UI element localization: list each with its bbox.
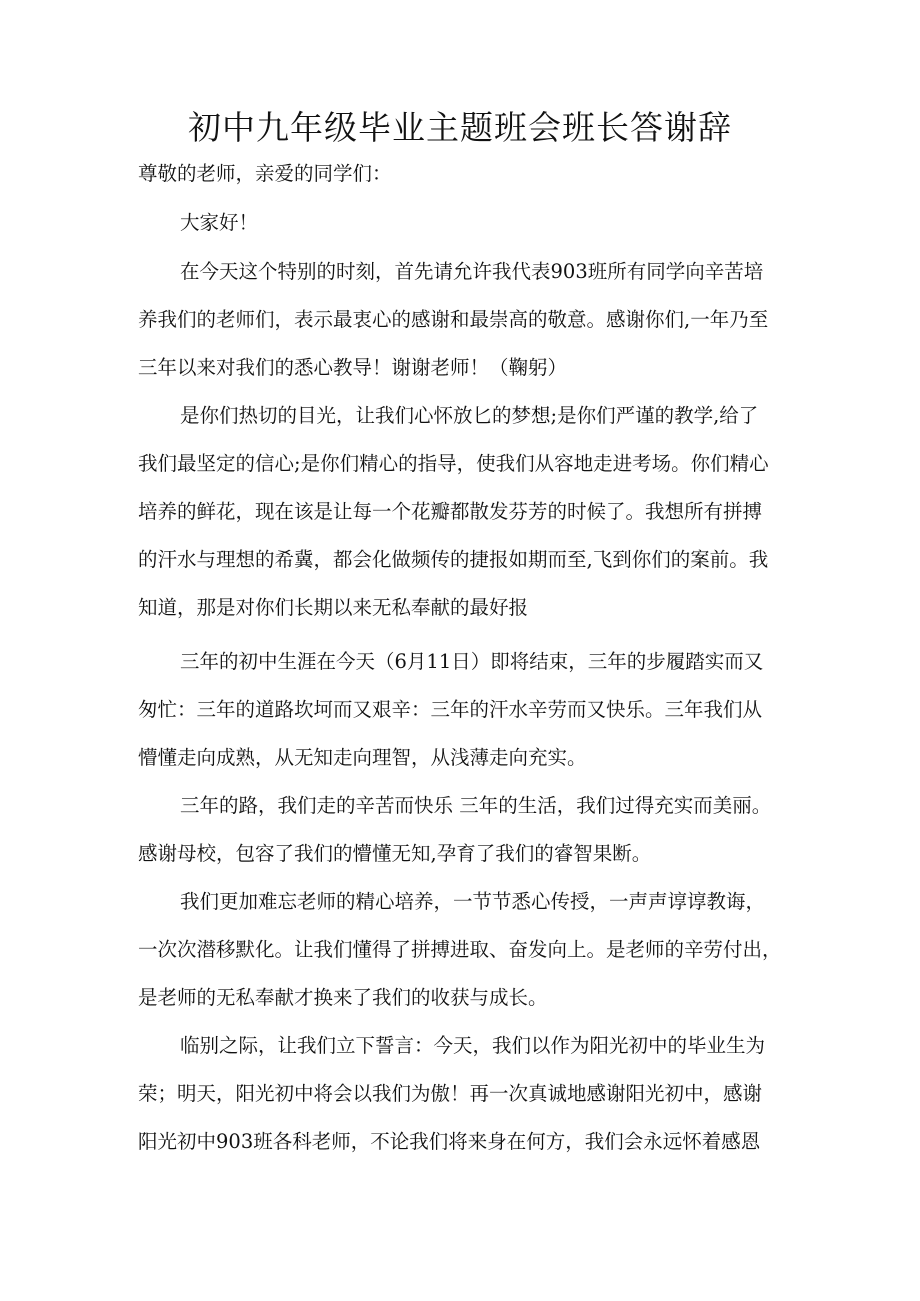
paragraph-4-line-2: 感谢母校，包容了我们的懵懂无知,孕育了我们的睿智果断。 — [138, 842, 652, 865]
paragraph-6-line-2: 荣；明天，阳光初中将会以我们为傲！再一次真诚地感谢阳光初中，感谢 — [138, 1082, 763, 1105]
paragraph-5-line-2: 一次次潜移默化。让我们懂得了拼搏进取、奋发向上。是老师的辛劳付出， — [138, 938, 782, 961]
paragraph-5-line-3: 是老师的无私奉献才换来了我们的收获与成长。 — [138, 986, 548, 1009]
document-title: 初中九年级毕业主题班会班长答谢辞 — [188, 108, 732, 147]
salutation: 尊敬的老师，亲爱的同学们： — [138, 162, 392, 185]
paragraph-6-line-3: 阳光初中903班各科老师，不论我们将来身在何方，我们会永远怀着感恩 — [138, 1130, 761, 1153]
paragraph-4-line-1: 三年的路，我们走的辛苦而快乐 三年的生活，我们过得充实而美丽。 — [180, 794, 772, 817]
paragraph-1-line-2: 养我们的老师们，表示最衷心的感谢和最崇高的敬意。感谢你们,一年乃至 — [138, 308, 769, 331]
paragraph-5-line-1: 我们更加难忘老师的精心培养，一节节悉心传授，一声声谆谆教诲， — [180, 890, 766, 913]
paragraph-3-line-1: 三年的初中生涯在今天（6月11日）即将结束，三年的步履踏实而又 — [180, 650, 764, 673]
paragraph-2-line-3: 培养的鲜花，现在该是让每一个花瓣都散发芬芳的时候了。我想所有拼搏 — [138, 500, 763, 523]
paragraph-1-line-3: 三年以来对我们的悉心教导！谢谢老师！（鞠躬） — [138, 356, 568, 379]
paragraph-3-line-3: 懵懂走向成熟，从无知走向理智，从浅薄走向充实。 — [138, 746, 587, 769]
paragraph-2-line-1: 是你们热切的目光，让我们心怀放匕的梦想;是你们严谨的教学,给了 — [180, 404, 759, 427]
paragraph-1-line-1: 在今天这个特别的时刻，首先请允许我代表903班所有同学向辛苦培 — [180, 260, 764, 283]
greeting-line: 大家好！ — [180, 211, 259, 234]
paragraph-2-line-2: 我们最坚定的信心;是你们精心的指导，使我们从容地走进考场。你们精心 — [138, 452, 769, 475]
paragraph-6-line-1: 临别之际，让我们立下誓言：今天，我们以作为阳光初中的毕业生为 — [180, 1034, 766, 1057]
paragraph-2-line-4: 的汗水与理想的希冀，都会化做频传的捷报如期而至,飞到你们的案前。我 — [138, 548, 769, 571]
paragraph-2-line-5: 知道，那是对你们长期以来无私奉献的最好报 — [138, 596, 529, 619]
paragraph-3-line-2: 匆忙：三年的道路坎坷而又艰辛：三年的汗水辛劳而又快乐。三年我们从 — [138, 698, 763, 721]
